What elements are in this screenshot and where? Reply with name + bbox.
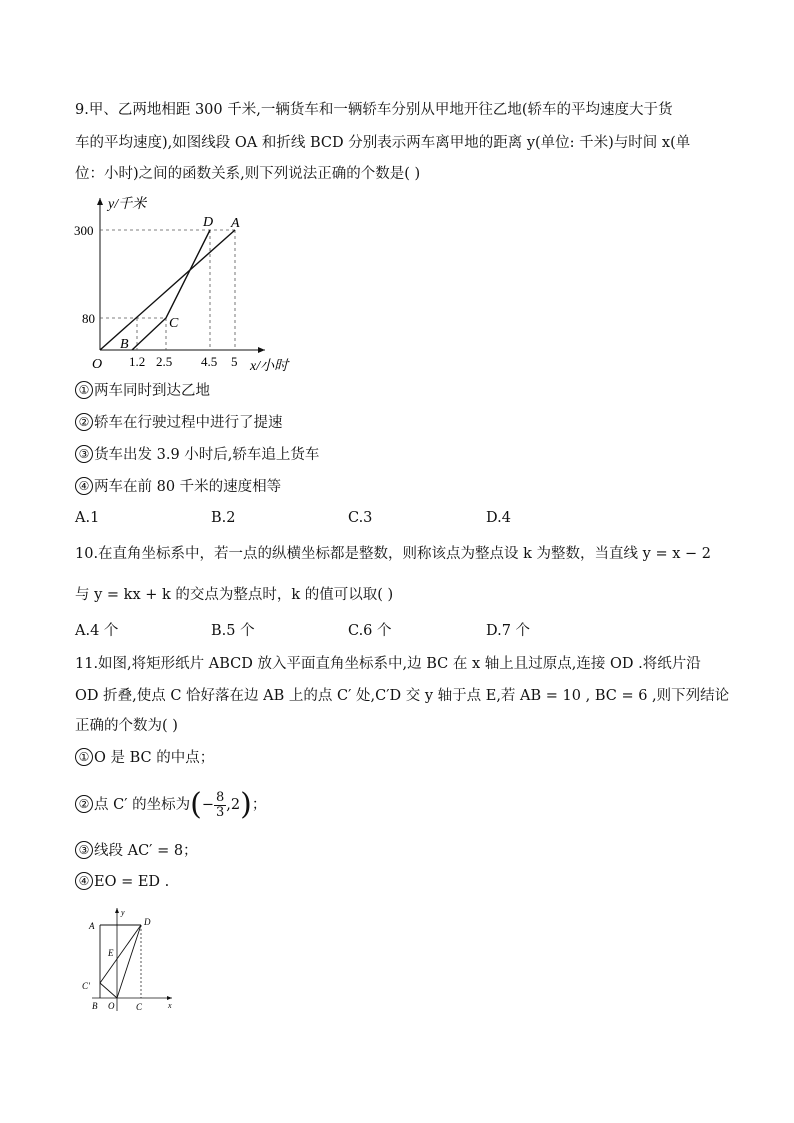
mark-1: ① xyxy=(75,381,93,399)
q9-s2-text: 轿车在行驶过程中进行了提速 xyxy=(94,415,283,431)
fig-label-o: O xyxy=(108,1001,115,1011)
mark-4: ④ xyxy=(75,872,93,890)
point-a-label: A xyxy=(231,216,240,231)
q11-statement-4 xyxy=(75,872,169,892)
q11-line-3: 正确的个数为( ) xyxy=(75,718,178,734)
polyline-bcd xyxy=(132,230,210,350)
q11-statement-2: ② 点 C′ 的坐标为(− $\frac{8}{3}$ ,2)； xyxy=(75,785,266,825)
q9-line-2: 车的平均速度),如图线段 OA 和折线 BCD 分别表示两车离甲地的距离 y(单位: 千米)与时间 x(单 xyxy=(75,135,691,151)
q9-line-3: 位：小时)之间的函数关系,则下列说法正确的个数是( ) xyxy=(75,166,421,182)
q10-line-2: 与 y = kx + k 的交点为整点时，k 的值可以取( ) xyxy=(75,587,394,603)
ytick-300: 300 xyxy=(74,223,94,238)
q9-option-a: A.1 xyxy=(75,510,100,526)
xtick-2-5: 2.5 xyxy=(156,354,173,369)
q9-statement-4 xyxy=(75,477,281,497)
q10-option-a: A.4 个 xyxy=(75,623,119,639)
fig-label-c: C xyxy=(136,1002,143,1012)
fraction xyxy=(214,791,226,820)
mark-2: ② xyxy=(75,413,93,431)
q10-option-b: B.5 个 xyxy=(211,623,255,639)
q11-line-1: 11.如图,将矩形纸片 ABCD 放入平面直角坐标系中,边 BC 在 x 轴上且过原点,连接 OD .将纸片沿 xyxy=(75,656,701,672)
q11-s2-pre: 点 C′ 的坐标为 xyxy=(94,797,191,813)
q9-line-1: 9.甲、乙两地相距 300 千米,一辆货车和一辆轿车分别从甲地开往乙地(轿车的平均速度大于货 xyxy=(75,102,673,118)
xtick-1-2: 1.2 xyxy=(129,354,146,369)
q10-option-c: C.6 个 xyxy=(348,623,392,639)
point-d-label: D xyxy=(203,215,214,230)
mark-1: ① xyxy=(75,748,93,766)
q10-option-d: D.7 个 xyxy=(486,623,531,639)
q11-s2-minus: − xyxy=(201,797,214,813)
q9-statement-3 xyxy=(75,445,319,465)
xtick-4-5: 4.5 xyxy=(201,354,218,369)
q11-s3-text: 线段 AC′ = 8； xyxy=(94,843,198,859)
origin-label: O xyxy=(92,357,103,372)
q11-s2-end: ； xyxy=(251,797,267,813)
point-c-label: C xyxy=(169,316,179,331)
xlabel: x/小时 xyxy=(250,359,289,374)
fig-label-x: x xyxy=(168,1001,172,1010)
segment-oa xyxy=(100,230,235,350)
mark-2: ② xyxy=(75,795,93,813)
q9-s1-text: 两车同时到达乙地 xyxy=(94,383,210,399)
q9-option-c: C.3 xyxy=(348,510,373,526)
q9-statement-2 xyxy=(75,413,283,433)
mark-3: ③ xyxy=(75,445,93,463)
ytick-80: 80 xyxy=(82,311,95,326)
q11-line-2: OD 折叠,使点 C 恰好落在边 AB 上的点 C′ 处,C′D 交 y 轴于点 E,若 AB = 10 , BC = 6 ,则下列结论 xyxy=(75,688,730,704)
fig-label-a: A xyxy=(89,921,95,931)
fig-label-cprime: C′ xyxy=(82,981,90,991)
q9-graph xyxy=(70,190,310,375)
q10-line-1: 10.在直角坐标系中，若一点的纵横坐标都是整数，则称该点为整点设 k 为整数，当直线 y = x − 2 xyxy=(75,546,712,562)
q11-s4-text: EO = ED . xyxy=(94,874,170,890)
q11-statement-1 xyxy=(75,748,214,768)
fraction-denominator: 3 xyxy=(215,804,225,820)
point-b-label: B xyxy=(120,337,129,352)
xtick-5: 5 xyxy=(231,354,238,369)
fig-label-b: B xyxy=(92,1001,98,1011)
mark-3: ③ xyxy=(75,841,93,859)
mark-4: ④ xyxy=(75,477,93,495)
q9-s4-text: 两车在前 80 千米的速度相等 xyxy=(94,479,282,495)
fig-label-y: y xyxy=(121,908,125,917)
ylabel: y/千米 xyxy=(108,197,147,212)
fraction-numerator: 8 xyxy=(215,789,225,805)
q9-option-d: D.4 xyxy=(486,510,511,526)
q9-s3-text: 货车出发 3.9 小时后,轿车追上货车 xyxy=(94,447,320,463)
q11-s1-text: O 是 BC 的中点； xyxy=(94,750,215,766)
q11-figure xyxy=(80,903,190,1015)
fig-label-d: D xyxy=(144,917,151,927)
q9-option-b: B.2 xyxy=(211,510,236,526)
q11-statement-3 xyxy=(75,841,198,861)
q9-statement-1 xyxy=(75,381,210,401)
q11-s2-post: ,2 xyxy=(226,797,241,813)
fig-label-e: E xyxy=(108,948,114,958)
